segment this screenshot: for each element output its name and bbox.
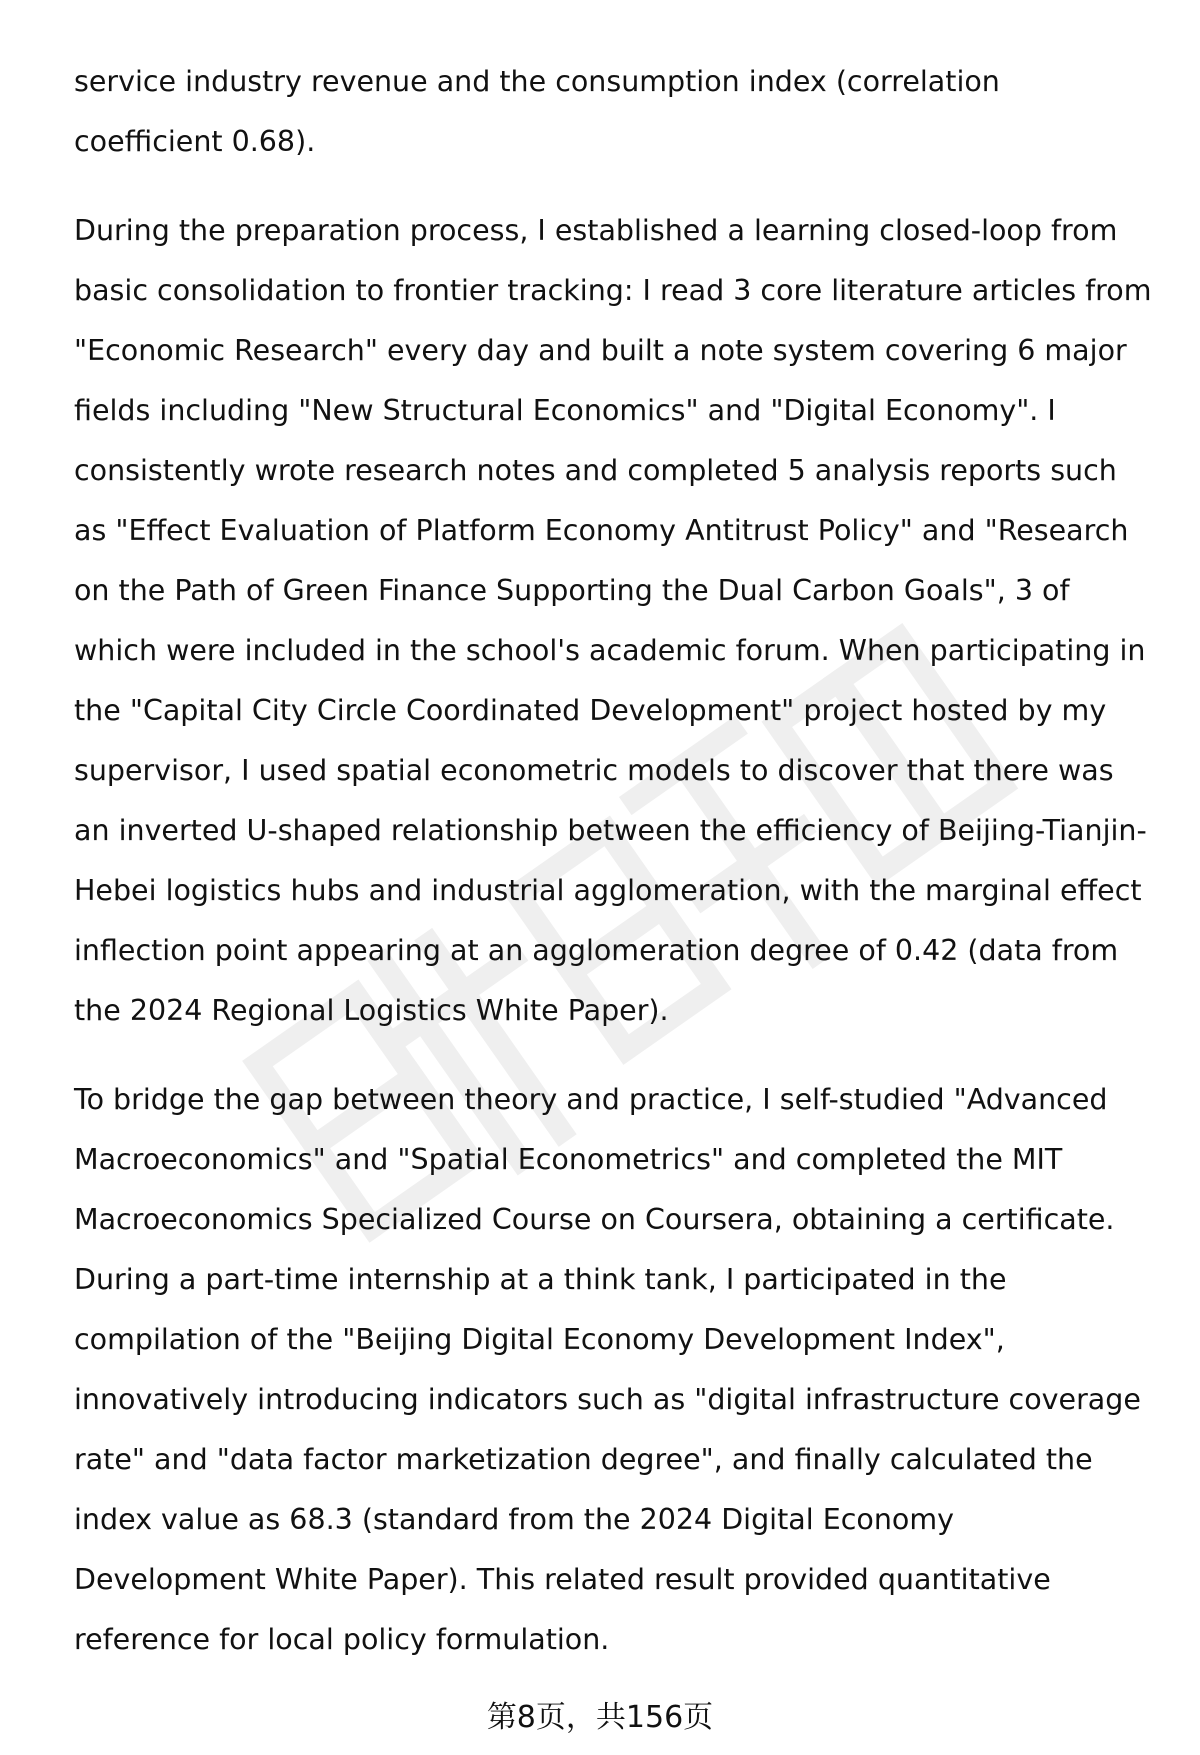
paragraph: To bridge the gap between theory and practice, I self-studied "Advanced Macroeconomics" and "Spatial Econometrics" and completed the MIT Macroeconomics Specialized Course on Coursera, obtaining a certificate. During a part-time internship at a think tank, I participated in the compilation of the "Beijing Digital Economy Development Index", innovatively introducing indicators such as "digital infrastructure coverage rate" and "data factor marketization degree", and finally calculated the index value as 68.3 (standard from the 2024 Digital Economy Development White Paper). This related result provided quantitative reference for local policy formulation.: [74, 1083, 1141, 1656]
paragraph: During the preparation process, I established a learning closed-loop from basic consolidation to frontier tracking: I read 3 core literature articles from "Economic Research" every day and built a note system covering 6 major fields including "New Structural Economics" and "Digital Economy". I consistently wrote research notes and completed 5 analysis reports such as "Effect Evaluation of Platform Economy Antitrust Policy" and "Research on the Path of Green Finance Supporting the Dual Carbon Goals", 3 of which were included in the school's academic forum. When participating in the "Capital City Circle Coordinated Development" project hosted by my supervisor, I used spatial econometric models to discover that there was an inverted U-shaped relationship between the efficiency of Beijing-Tianjin-Hebei logistics hubs and industrial agglomeration, with the marginal effect inflection point appearing at an agglomeration degree of 0.42 (data from the 2024 Regional Logistics White Paper).: [74, 214, 1152, 1027]
page-number: 第8页，共156页: [486, 1700, 714, 1735]
paragraph: service industry revenue and the consumption index (correlation coefficient 0.68).: [74, 65, 1000, 158]
body-text: [74, 52, 1154, 1699]
